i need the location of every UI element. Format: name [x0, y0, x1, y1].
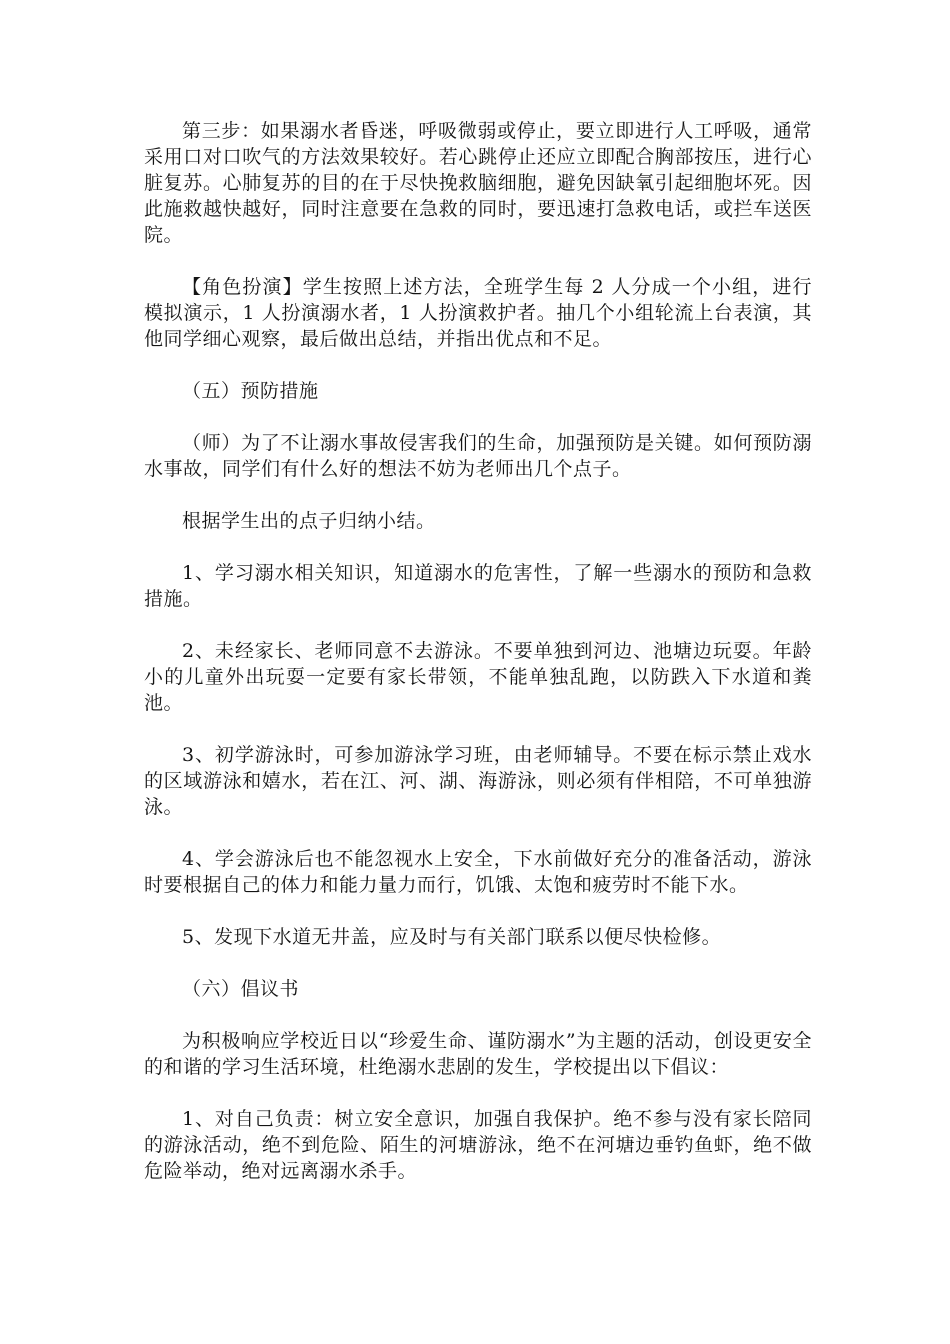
list-item-prevention-1: 1、学习溺水相关知识，知道溺水的危害性，了解一些溺水的预防和急救措施。	[144, 562, 812, 610]
paragraph-proposal-intro: 为积极响应学校近日以“珍爱生命、谨防溺水”为主题的活动，创设更安全的和谐的学习生活环境，杜绝溺水悲剧的发生，学校提出以下倡议：	[144, 1030, 812, 1078]
section-heading-prevention: （五）预防措施	[182, 380, 319, 402]
paragraph-step-three: 第三步：如果溺水者昏迷，呼吸微弱或停止，要立即进行人工呼吸，通常采用口对口吹气的方法效果较好。若心跳停止还应立即配合胸部按压，进行心脏复苏。心肺复苏的目的在于尽快挽救脑细胞，避免因缺氧引起细胞坏死。因此施救越快越好，同时注意要在急救的同时，要迅速打急救电话，或拦车送医院。	[144, 120, 812, 246]
paragraph-teacher-prompt: （师）为了不让溺水事故侵害我们的生命，加强预防是关键。如何预防溺水事故，同学们有什么好的想法不妨为老师出几个点子。	[144, 432, 812, 480]
list-item-prevention-3: 3、初学游泳时，可参加游泳学习班，由老师辅导。不要在标示禁止戏水的区域游泳和嬉水，若在江、河、湖、海游泳，则必须有伴相陪，不可单独游泳。	[144, 744, 812, 818]
list-item-proposal-1: 1、对自己负责：树立安全意识，加强自我保护。绝不参与没有家长陪同的游泳活动，绝不到危险、陌生的河塘游泳，绝不在河塘边垂钓鱼虾，绝不做危险举动，绝对远离溺水杀手。	[144, 1108, 812, 1182]
list-item-prevention-4: 4、学会游泳后也不能忽视水上安全，下水前做好充分的准备活动，游泳时要根据自己的体力和能力量力而行，饥饿、太饱和疲劳时不能下水。	[144, 848, 812, 896]
list-item-prevention-5: 5、发现下水道无井盖，应及时与有关部门联系以便尽快检修。	[182, 926, 722, 948]
list-item-prevention-2: 2、未经家长、老师同意不去游泳。不要单独到河边、池塘边玩耍。年龄小的儿童外出玩耍一定要有家长带领，不能单独乱跑，以防跌入下水道和粪池。	[144, 640, 812, 714]
paragraph-summary-intro: 根据学生出的点子归纳小结。	[182, 510, 436, 532]
document-body	[144, 118, 812, 1210]
section-heading-proposal: （六）倡议书	[182, 978, 300, 1000]
paragraph-role-play: 【角色扮演】学生按照上述方法，全班学生每 2 人分成一个小组，进行模拟演示，1 人扮演溺水者，1 人扮演救护者。抽几个小组轮流上台表演，其他同学细心观察，最后做出总结，并指出优点和不足。	[144, 276, 812, 350]
